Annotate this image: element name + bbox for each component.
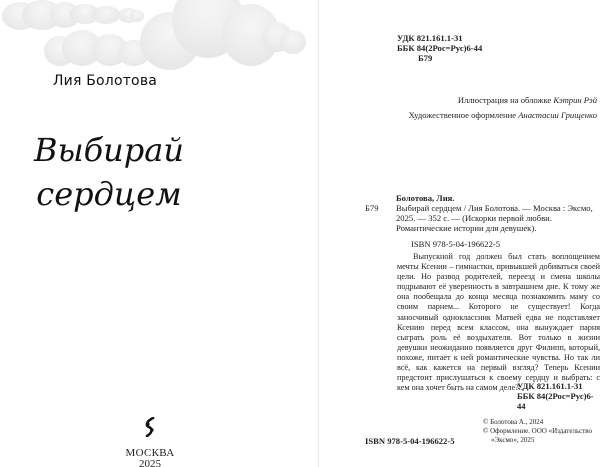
bbk-code: ББК 84(2Рос=Рус)6-44 [397,43,483,53]
classification-codes-bottom [517,381,600,411]
udk-code: УДК 821.161.1-31 [397,33,463,43]
copyright-author: © Болотова А., 2024 [483,418,544,426]
annotation-text: Выпускной год должен был стать воплощением мечты Ксении – гимнастки, привыкшей добиваться своей цели. Но развод родителей, переезд и смена школы подрывают её уверенность в завтрашнем дне. К тому же она пообещала до конца месяца познакомить маму со своим парнем... Которого не существует! Когда заносчивый одноклассник Матвей едва не подставляет Ксению перед всем классом, она вынуждает парня сыграть роль её воздыхателя. Вот только в жизни девушки неожиданно появляется друг Филипп, который, похоже, питает к ней романтические чувства. Но так ли всё, как кажется на первый взгляд? Теперь Ксении предстоит прислушаться к своему сердцу и выбрать: с кем она хочет быть на самом деле?.. [397,252,600,393]
designer-name: Анастасии Грищенко [518,110,597,120]
udk-code-bottom: УДК 821.161.1-31 [517,381,583,391]
catalog-entry [365,193,600,249]
book-title-line-1: Выбирай [34,131,184,169]
right-page-copyright [319,0,600,467]
design-label: Художественное оформление [408,110,517,120]
author-name: Лия Болотова [52,73,158,89]
illustrator-name: Кэтрин Рэй [553,95,597,105]
catalog-author: Болотова, Лия. [396,193,455,203]
illustration-label: Иллюстрация на обложке [457,95,552,105]
eksmo-logo-icon [143,417,157,437]
book-title-line-2: сердцем [36,175,182,213]
bbk-code-bottom: ББК 84(2Рос=Рус)6-44 [517,391,594,411]
publisher-city: МОСКВА [125,447,175,459]
classification-codes-top [397,33,482,63]
isbn: ISBN 978-5-04-196622-5 [365,436,455,446]
book-title [0,128,218,216]
illustration-credit [339,93,597,108]
publication-year: 2025 [139,458,161,467]
book-annotation [397,252,600,393]
copyright-notice [483,418,600,445]
copyright-publisher: «Эксмо», 2025 [491,436,535,444]
catalog-code: Б79 [365,203,379,213]
design-credit [339,108,597,123]
catalog-isbn: ISBN 978-5-04-196622-5 [411,239,501,249]
copyright-design: © Оформление. ООО «Издательство [483,427,593,435]
catalog-description-row [365,203,600,233]
catalog-description: Выбирай сердцем / Лия Болотова. — Москва : Эксмо, 2025. — 352 с. — (Искорки первой любви. Романтические истории для девушек). [396,203,593,233]
clouds-illustration [0,0,318,80]
credits [339,93,597,123]
author-mark: Б79 [418,53,433,63]
